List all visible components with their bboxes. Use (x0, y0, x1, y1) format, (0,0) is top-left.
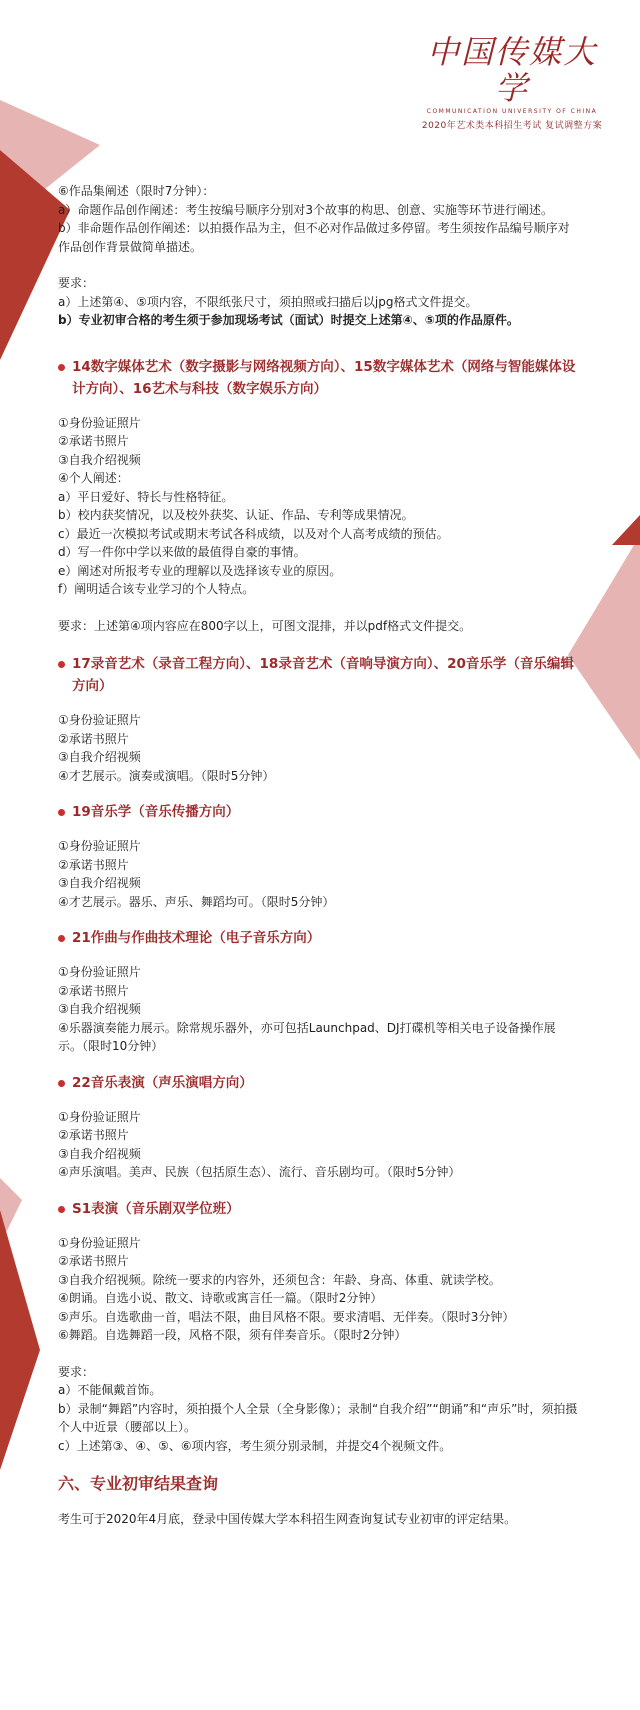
list-item: ③自我介绍视频 (58, 452, 141, 467)
list-item: ⑥舞蹈。自选舞蹈一段，风格不限，须有伴奏音乐。（限时2分钟） (58, 1328, 407, 1342)
bullet-icon (58, 935, 65, 942)
logo-calligraphy: 中国传媒大学 (426, 33, 597, 107)
list-item: ③自我介绍视频。除统一要求的内容外，还须包含：年龄、身高、体重、就读学校。 (58, 1272, 501, 1287)
deco-right-dark (612, 515, 640, 545)
section-heading-s1 (58, 1198, 578, 1220)
section-heading-results: 六、专业初审结果查询 (58, 1474, 219, 1493)
bullet-icon (58, 809, 65, 816)
list-item: c）最近一次模拟考试或期末考试各科成绩，以及对个人高考成绩的预估。 (58, 526, 449, 541)
section-heading-19 (58, 801, 578, 823)
list-item: ④才艺展示。器乐、声乐、舞蹈均可。（限时5分钟） (58, 894, 335, 909)
logo-english: COMMUNICATION UNIVERSITY OF CHINA (426, 108, 598, 115)
requirement-item: 要求：上述第④项内容应在800字以上，可图文混排，并以pdf格式文件提交。 (58, 618, 472, 633)
section-heading-22 (58, 1072, 578, 1094)
list-item: ④乐器演奏能力展示。除常规乐器外，亦可包括Launchpad、DJ打碟机等相关电子设备操作展示。（限时10分钟） (58, 1020, 556, 1053)
list-item: ③自我介绍视频 (58, 1146, 141, 1161)
deco-bottom-dark (0, 1210, 40, 1470)
section-title: 14数字媒体艺术（数字摄影与网络视频方向）、15数字媒体艺术（网络与智能媒体设计方向）、16艺术与科技（数字娱乐方向） (72, 358, 576, 397)
list-item: ①身份验证照片 (58, 965, 141, 979)
requirement-item: a）上述第④、⑤项内容，不限纸张尺寸，须拍照或扫描后以jpg格式文件提交。 (58, 294, 478, 309)
list-item: ③自我介绍视频 (58, 750, 141, 764)
bullet-icon (58, 1206, 65, 1213)
requirement-title: 要求： (58, 1364, 95, 1379)
main-content (58, 182, 578, 1528)
list-item: ①身份验证照片 (58, 1109, 141, 1124)
section-title: S1表演（音乐剧双学位班） (72, 1200, 240, 1217)
list-item: ①身份验证照片 (58, 713, 141, 727)
section-title: 17录音艺术（录音工程方向）、18录音艺术（音响导演方向）、20音乐学（音乐编辑方向） (72, 656, 574, 694)
list-item: a）平日爱好、特长与性格特征。 (58, 489, 234, 504)
deco-right-light (568, 535, 640, 760)
list-item: ②承诺书照片 (58, 983, 129, 998)
list-item: ②承诺书照片 (58, 434, 129, 448)
list-item: d）写一件你中学以来做的最值得自豪的事情。 (58, 545, 306, 559)
list-item: ②承诺书照片 (58, 1254, 129, 1268)
list-item: ④才艺展示。演奏或演唱。（限时5分钟） (58, 768, 275, 783)
bullet-icon (58, 364, 65, 371)
section-heading-21 (58, 927, 578, 949)
list-item: ①身份验证照片 (58, 839, 141, 853)
list-item: ①身份验证照片 (58, 1235, 141, 1250)
requirement-item: c）上述第③、④、⑤、⑥项内容，考生须分别录制，并提交4个视频文件。 (58, 1438, 452, 1453)
university-logo (412, 34, 612, 131)
requirement-item: a）不能佩戴首饰。 (58, 1383, 162, 1397)
intro-line: b）非命题作品创作阐述：以拍摄作品为主，但不必对作品做过多停留。考生须按作品编号顺序对作品创作背景做简单描述。 (58, 221, 570, 254)
list-item: ②承诺书照片 (58, 1128, 129, 1142)
section-title: 22音乐表演（声乐演唱方向） (72, 1074, 253, 1091)
intro-line: a）命题作品创作阐述：考生按编号顺序分别对3个故事的构思、创意、实施等环节进行阐述。 (58, 202, 553, 217)
list-item: ⑤声乐。自选歌曲一首，唱法不限，曲目风格不限。要求清唱、无伴奏。（限时3分钟） (58, 1309, 515, 1324)
results-text: 考生可于2020年4月底，登录中国传媒大学本科招生网查询复试专业初审的评定结果。 (58, 1511, 517, 1526)
list-item: ④朗诵。自选小说、散文、诗歌或寓言任一篇。（限时2分钟） (58, 1291, 383, 1305)
list-item: ①身份验证照片 (58, 415, 141, 430)
list-item: f）阐明适合该专业学习的个人特点。 (58, 582, 255, 596)
list-item: b）校内获奖情况，以及校外获奖、认证、作品、专利等成果情况。 (58, 508, 414, 522)
list-item: ②承诺书照片 (58, 857, 129, 872)
list-item: ④个人阐述： (58, 471, 129, 485)
bullet-icon (58, 1080, 65, 1087)
requirement-title: 要求： (58, 276, 95, 290)
section-title: 21作曲与作曲技术理论（电子音乐方向） (72, 930, 321, 946)
list-item: ③自我介绍视频 (58, 1002, 141, 1016)
section-heading-14 (58, 356, 578, 400)
bullet-icon (58, 661, 65, 668)
section-title: 19音乐学（音乐传播方向） (72, 804, 240, 820)
section-heading-17 (58, 653, 578, 697)
list-item: ④声乐演唱。美声、民族（包括原生态）、流行、音乐剧均可。（限时5分钟） (58, 1165, 461, 1179)
list-item: ③自我介绍视频 (58, 876, 141, 890)
header-subtitle: 2020年艺术类本科招生考试 复试调整方案 (421, 121, 603, 131)
list-item: e）阐述对所报考专业的理解以及选择该专业的原因。 (58, 563, 342, 578)
list-item: ②承诺书照片 (58, 731, 129, 746)
requirement-item: b）专业初审合格的考生须于参加现场考试（面试）时提交上述第④、⑤项的作品原件。 (58, 313, 519, 327)
requirement-item: b）录制“舞蹈”内容时，须拍摄个人全景（全身影像）；录制“自我介绍”“朗诵”和“声乐”时，须拍摄个人中近景（腰部以上）。 (58, 1401, 578, 1434)
intro-line: ⑥作品集阐述（限时7分钟）： (58, 184, 215, 198)
